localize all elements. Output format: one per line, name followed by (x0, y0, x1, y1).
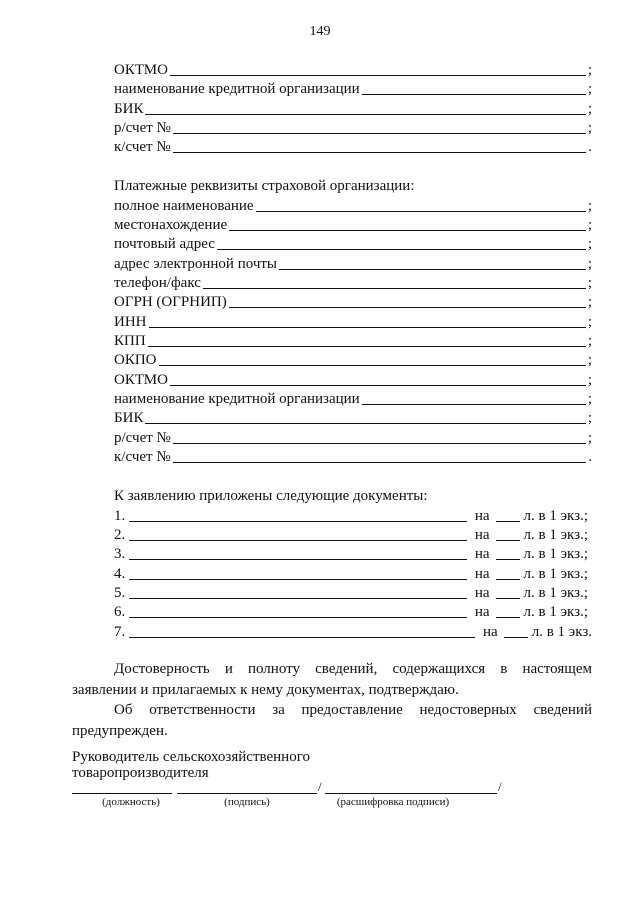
field-label: почтовый адрес (114, 236, 215, 252)
sheet-count-line[interactable] (496, 526, 520, 541)
fill-line[interactable] (173, 119, 586, 134)
fill-line[interactable] (145, 409, 585, 424)
attachment-name-line[interactable] (129, 545, 467, 560)
copies-label: л. в 1 экз.; (523, 527, 588, 543)
attachment-number: 2. (114, 527, 126, 543)
attachment-row (114, 526, 588, 544)
copies-label: л. в 1 экз. (531, 624, 592, 640)
fill-line[interactable] (170, 61, 586, 76)
fill-line[interactable] (149, 313, 586, 328)
attachments-heading: К заявлению приложены следующие документы: (114, 488, 428, 504)
attachment-row (114, 565, 588, 583)
fill-line[interactable] (159, 351, 586, 366)
attachment-number: 3. (114, 546, 126, 562)
insurer-row-bik: БИК ; (114, 410, 592, 426)
copies-label: л. в 1 экз.; (523, 508, 588, 524)
field-label: к/счет № (114, 139, 171, 155)
sheet-count-line[interactable] (496, 603, 520, 618)
page-number: 149 (309, 24, 331, 39)
insurer-row-inn: ИНН ; (114, 314, 592, 330)
field-label: ОКТМО (114, 372, 168, 388)
na-label: на (474, 566, 490, 582)
insurer-row-location: местонахождение ; (114, 217, 592, 233)
fill-line[interactable] (170, 371, 586, 386)
attachment-name-line[interactable] (129, 565, 467, 580)
attachment-name-line[interactable] (129, 623, 475, 638)
copies-label: л. в 1 экз.; (523, 566, 588, 582)
attachment-number: 6. (114, 604, 126, 620)
bank-row-correspondent-account: к/счет № . (114, 139, 592, 155)
attachment-row (114, 584, 588, 602)
caption-signature: (подпись) (224, 796, 270, 808)
field-label: телефон/факс (114, 275, 201, 291)
fill-line[interactable] (148, 332, 586, 347)
position-line[interactable] (72, 793, 172, 794)
attachment-number: 1. (114, 508, 126, 524)
insurer-row-settlement-account: р/счет № ; (114, 430, 592, 446)
field-label: ОКТМО (114, 62, 168, 78)
slash-left: / (318, 779, 322, 794)
fill-line[interactable] (362, 390, 586, 405)
field-label: наименование кредитной организации (114, 391, 360, 407)
na-label: на (474, 527, 490, 543)
caption-position: (должность) (102, 796, 160, 808)
field-label: КПП (114, 333, 146, 349)
field-label: р/счет № (114, 120, 171, 136)
field-label: полное наименование (114, 198, 254, 214)
na-label: на (474, 604, 490, 620)
signature-line[interactable] (177, 793, 317, 794)
confirmation-paragraph: Достоверность и полноту сведений, содержащихся в настоящем заявлении и прилагаемых к нему документах, подтверждаю. (72, 661, 592, 698)
field-label: наименование кредитной организации (114, 81, 360, 97)
field-label: к/счет № (114, 449, 171, 465)
copies-label: л. в 1 экз.; (523, 604, 588, 620)
fill-line[interactable] (173, 448, 587, 463)
insurer-row-oktmo: ОКТМО ; (114, 372, 592, 388)
attachment-name-line[interactable] (129, 526, 467, 541)
insurer-row-kpp: КПП ; (114, 333, 592, 349)
field-label: БИК (114, 410, 144, 426)
na-label: на (474, 546, 490, 562)
attachment-number: 4. (114, 566, 126, 582)
fill-line[interactable] (256, 197, 586, 212)
bank-row-bank-name: наименование кредитной организации ; (114, 81, 592, 97)
fill-line[interactable] (229, 216, 586, 231)
fill-line[interactable] (217, 235, 586, 250)
na-label: на (483, 624, 498, 640)
field-label: ИНН (114, 314, 147, 330)
fill-line[interactable] (145, 100, 585, 115)
field-label: р/счет № (114, 430, 171, 446)
fill-line[interactable] (203, 274, 586, 289)
field-label: ОГРН (ОГРНИП) (114, 294, 227, 310)
caption-name: (расшифровка подписи) (336, 796, 450, 808)
field-label: ОКПО (114, 352, 157, 368)
attachment-row (114, 623, 592, 641)
slash-right: / (498, 779, 502, 794)
attachment-row (114, 603, 588, 621)
insurer-row-okpo: ОКПО ; (114, 352, 592, 368)
signatory-title (72, 749, 310, 781)
copies-label: л. в 1 экз.; (523, 546, 588, 562)
fill-line[interactable] (362, 80, 586, 95)
na-label: на (474, 508, 490, 524)
na-label: на (474, 585, 490, 601)
attachment-row (114, 545, 588, 563)
responsibility-paragraph: Об ответственности за предоставление недостоверных сведений предупрежден. (72, 702, 592, 739)
insurer-heading: Платежные реквизиты страховой организации: (114, 178, 415, 194)
bank-row-oktmo: ОКТМО ; (114, 62, 592, 78)
fill-line[interactable] (173, 429, 586, 444)
insurer-row-phone-fax: телефон/факс ; (114, 275, 592, 291)
field-label: БИК (114, 101, 144, 117)
bank-row-settlement-account: р/счет № ; (114, 120, 592, 136)
sheet-count-line[interactable] (496, 507, 520, 522)
sheet-count-line[interactable] (496, 565, 520, 580)
sheet-count-line[interactable] (496, 584, 520, 599)
field-label: адрес электронной почты (114, 256, 278, 272)
attachment-name-line[interactable] (129, 603, 467, 618)
insurer-row-ogrn: ОГРН (ОГРНИП) ; (114, 294, 592, 310)
insurer-row-bank-name: наименование кредитной организации ; (114, 391, 592, 407)
signatory-title-line1: Руководитель сельскохозяйственного (72, 749, 310, 765)
field-label: местонахождение (114, 217, 228, 233)
fill-line[interactable] (173, 138, 587, 153)
signatory-title-line2: товаропроизводителя (72, 765, 209, 781)
insurer-row-email: адрес электронной почты ; (114, 256, 592, 272)
insurer-row-postal-address: почтовый адрес ; (114, 236, 592, 252)
fill-line[interactable] (229, 293, 586, 308)
fill-line[interactable] (279, 255, 586, 270)
insurer-row-correspondent-account: к/счет № . (114, 449, 592, 465)
attachment-number: 7. (114, 624, 126, 640)
bank-row-bik: БИК ; (114, 101, 592, 117)
sheet-count-line[interactable] (504, 623, 528, 638)
attachment-row (114, 507, 588, 525)
copies-label: л. в 1 экз.; (523, 585, 588, 601)
insurer-row-full-name: полное наименование ; (114, 198, 592, 214)
sheet-count-line[interactable] (496, 545, 520, 560)
attachment-name-line[interactable] (129, 584, 467, 599)
attachment-number: 5. (114, 585, 126, 601)
attachment-name-line[interactable] (129, 507, 467, 522)
name-line[interactable] (325, 793, 497, 794)
